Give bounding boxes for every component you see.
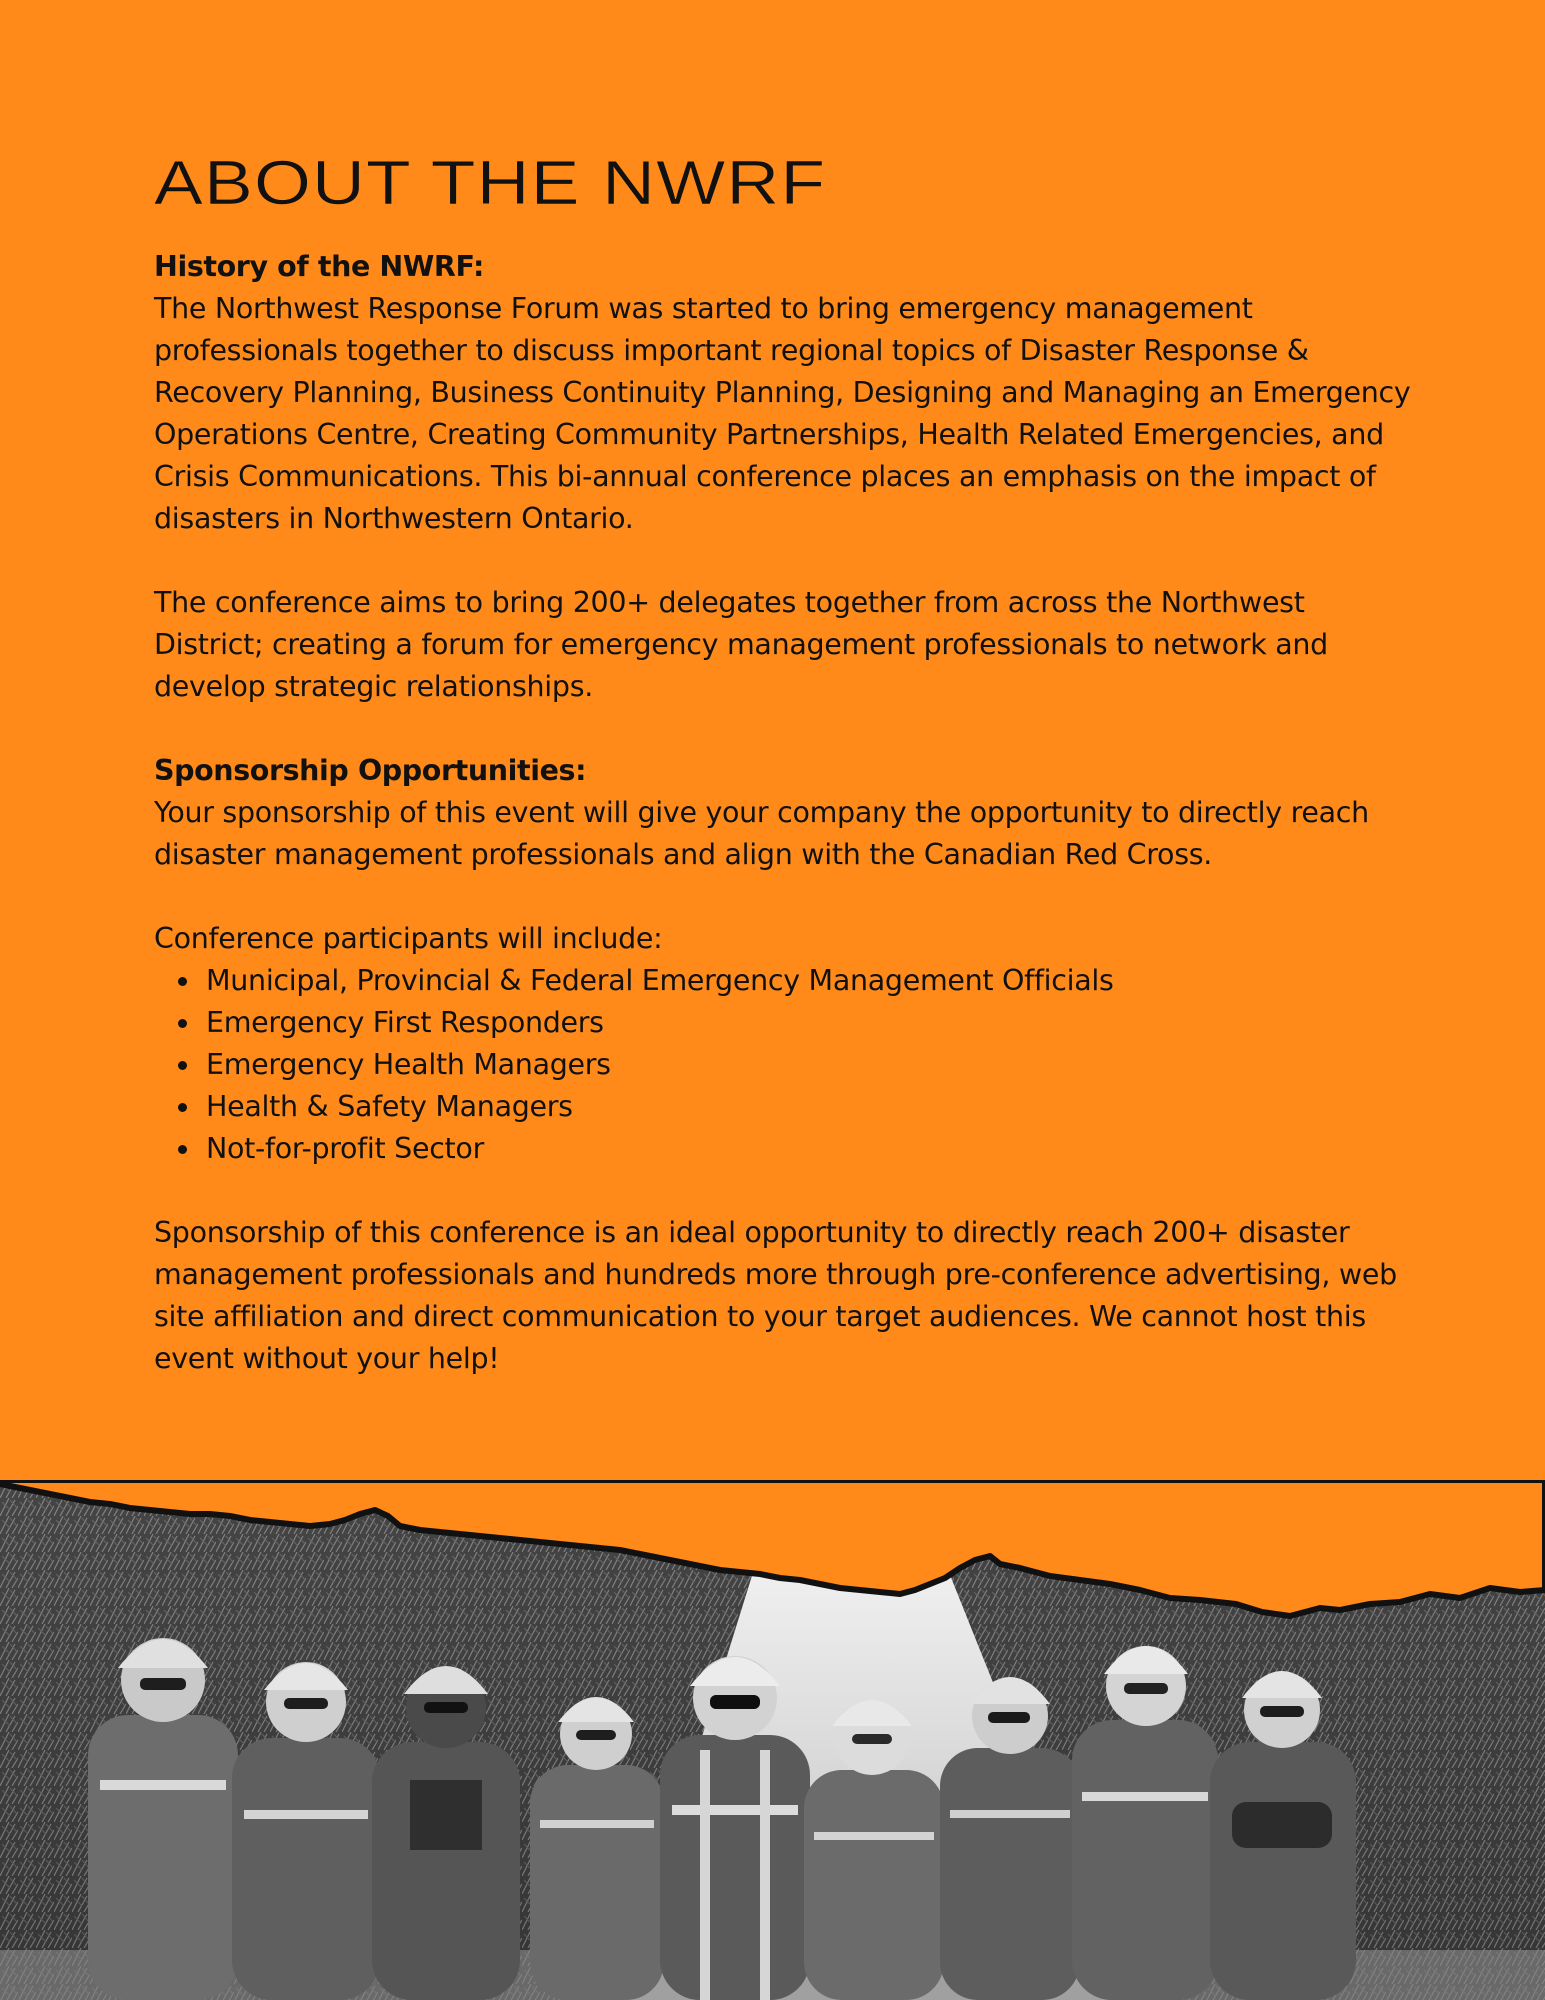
page-title: ABOUT THE NWRF [154,149,827,218]
list-item: Health & Safety Managers [206,1086,1414,1128]
list-item: Emergency Health Managers [206,1044,1414,1086]
sponsorship-heading: Sponsorship Opportunities: [154,754,587,788]
list-item: Emergency First Responders [206,1002,1414,1044]
sponsorship-closing: Sponsorship of this conference is an ideal opportunity to directly reach 200+ disaster management professionals and hundreds more through pre-conference advertising, web site affiliation and direct communication to your target audiences. We cannot host this event without your help! [154,1216,1397,1376]
history-heading: History of the NWRF: [154,250,484,284]
people-group [88,1638,1356,2000]
spacer [154,1170,1414,1212]
about-section [154,150,1414,1380]
participants-list [154,960,1414,1170]
history-paragraph-1: The Northwest Response Forum was started to bring emergency management professionals together to discuss important regional topics of Disaster Response & Recovery Planning, Business Continuity Planning, Designing and Managing an Emergency Operations Centre, Creating Community Partnerships, Health Related Emergencies, and Crisis Communications. This bi-annual conference places an emphasis on the impact of disasters in Northwestern Ontario. [154,292,1411,536]
list-item: Municipal, Provincial & Federal Emergency Management Officials [206,960,1414,1002]
spacer [154,876,1414,918]
sponsorship-intro: Your sponsorship of this event will give your company the opportunity to directly reach disaster management professionals and align with the Canadian Red Cross. [154,796,1369,872]
history-paragraph-2: The conference aims to bring 200+ delegates together from across the Northwest District; creating a forum for emergency management professionals to network and develop strategic relationships. [154,586,1328,704]
spacer [154,708,1414,750]
participants-label: Conference participants will include: [154,922,663,956]
spacer [154,540,1414,582]
team-photo [0,1480,1545,2000]
team-photo-illustration [0,1480,1545,2000]
list-item: Not-for-profit Sector [206,1128,1414,1170]
